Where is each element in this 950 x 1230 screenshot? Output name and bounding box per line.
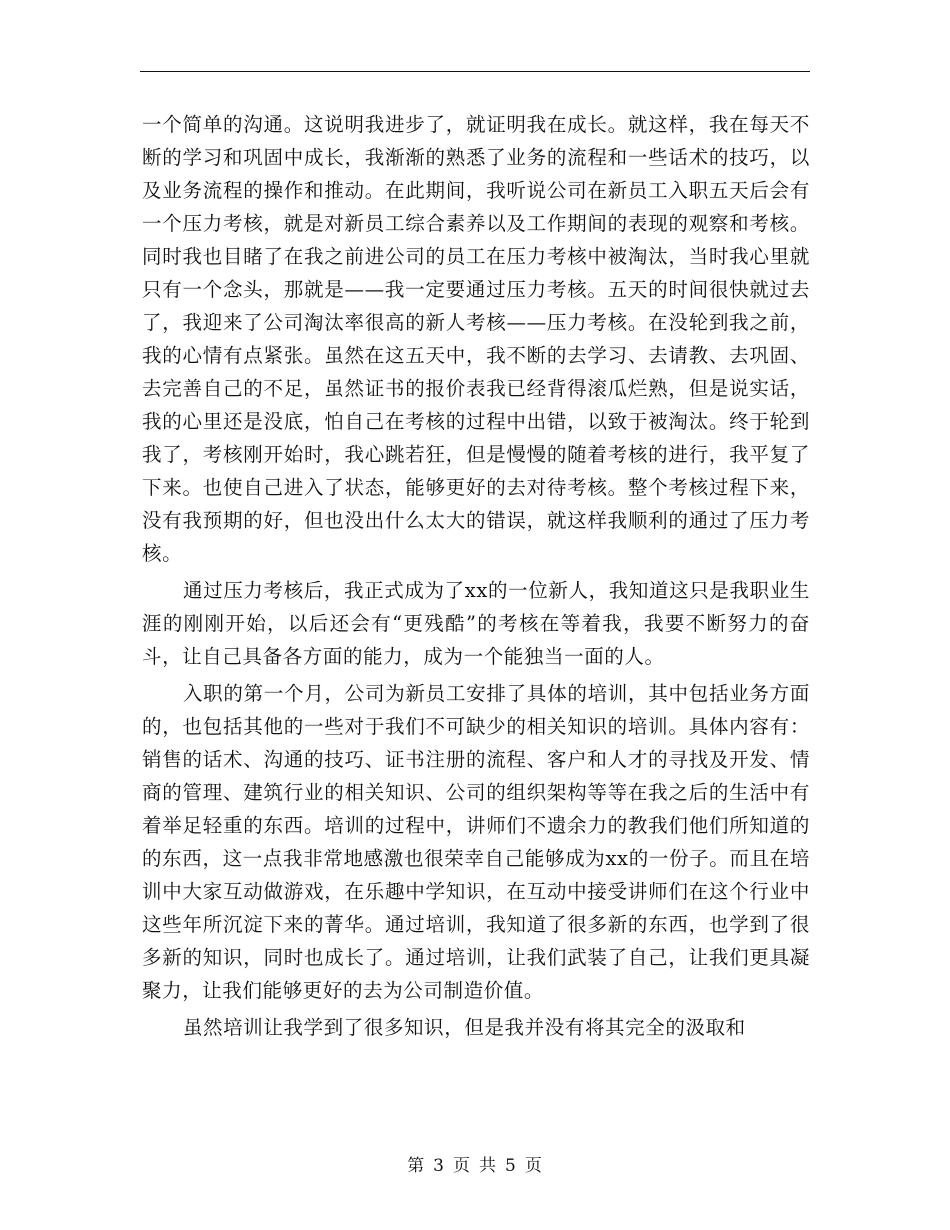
- paragraph-training: 入职的第一个月，公司为新员工安排了具体的培训，其中包括业务方面的，也包括其他的一些对于我们不可缺少的相关知识的培训。具体内容有：销售的话术、沟通的技巧、证书注册的流程、客户和人才的寻找及开发、情商的管理、建筑行业的相关知识、公司的组织架构等等在我之后的生活中有着举足轻重的东西。培训的过程中，讲师们不遗余力的教我们他们所知道的的东西，这一点我非常地感激也很荣幸自己能够成为xx的一份子。而且在培训中大家互动做游戏，在乐趣中学知识，在互动中接受讲师们在这个行业中这些年所沉淀下来的菁华。通过培训，我知道了很多新的东西，也学到了很多新的知识，同时也成长了。通过培训，让我们武装了自己，让我们更具凝聚力，让我们能够更好的去为公司制造价值。: [142, 682, 810, 1002]
- document-body: [142, 108, 810, 1044]
- total-pages-number: 5: [505, 1156, 517, 1176]
- total-label: 共: [479, 1156, 497, 1176]
- current-page-number: 3: [433, 1156, 445, 1176]
- paragraph-closing: 虽然培训让我学到了很多知识，但是我并没有将其完全的汲取和: [182, 1016, 746, 1039]
- page-label-prefix: 第: [407, 1156, 426, 1176]
- paragraph-continued: 一个简单的沟通。这说明我进步了，就证明我在成长。就这样，我在每天不断的学习和巩固中成长，我渐渐的熟悉了业务的流程和一些话术的技巧，以及业务流程的操作和推动。在此期间，我听说公司在新员工入职五天后会有一个压力考核，就是对新员工综合素养以及工作期间的表现的观察和考核。同时我也目睹了在我之前进公司的员工在压力考核中被淘汰，当时我心里就只有一个念头，那就是——我一定要通过压力考核。五天的时间很快就过去了，我迎来了公司淘汰率很高的新人考核——压力考核。在没轮到我之前，我的心情有点紧张。虽然在这五天中，我不断的去学习、去请教、去巩固、去完善自己的不足，虽然证书的报价表我已经背得滚瓜烂熟，但是说实话，我的心里还是没底，怕自己在考核的过程中出错，以致于被淘汰。终于轮到我了，考核刚开始时，我心跳若狂，但是慢慢的随着考核的进行，我平复了下来。也使自己进入了状态，能够更好的去对待考核。整个考核过程下来，没有我预期的好，但也没出什么太大的错误，就这样我顺利的通过了压力考核。: [142, 113, 810, 565]
- page-label-mid: 页: [453, 1156, 471, 1176]
- page-footer: [0, 1156, 950, 1176]
- paragraph-stress-test: 通过压力考核后，我正式成为了xx的一位新人，我知道这只是我职业生涯的刚刚开始，以后还会有“更残酷”的考核在等着我，我要不断努力的奋斗，让自己具备各方面的能力，成为一个能独当一面的人。: [142, 579, 810, 668]
- page-label-suffix: 页: [524, 1156, 543, 1176]
- header-rule: [140, 71, 810, 72]
